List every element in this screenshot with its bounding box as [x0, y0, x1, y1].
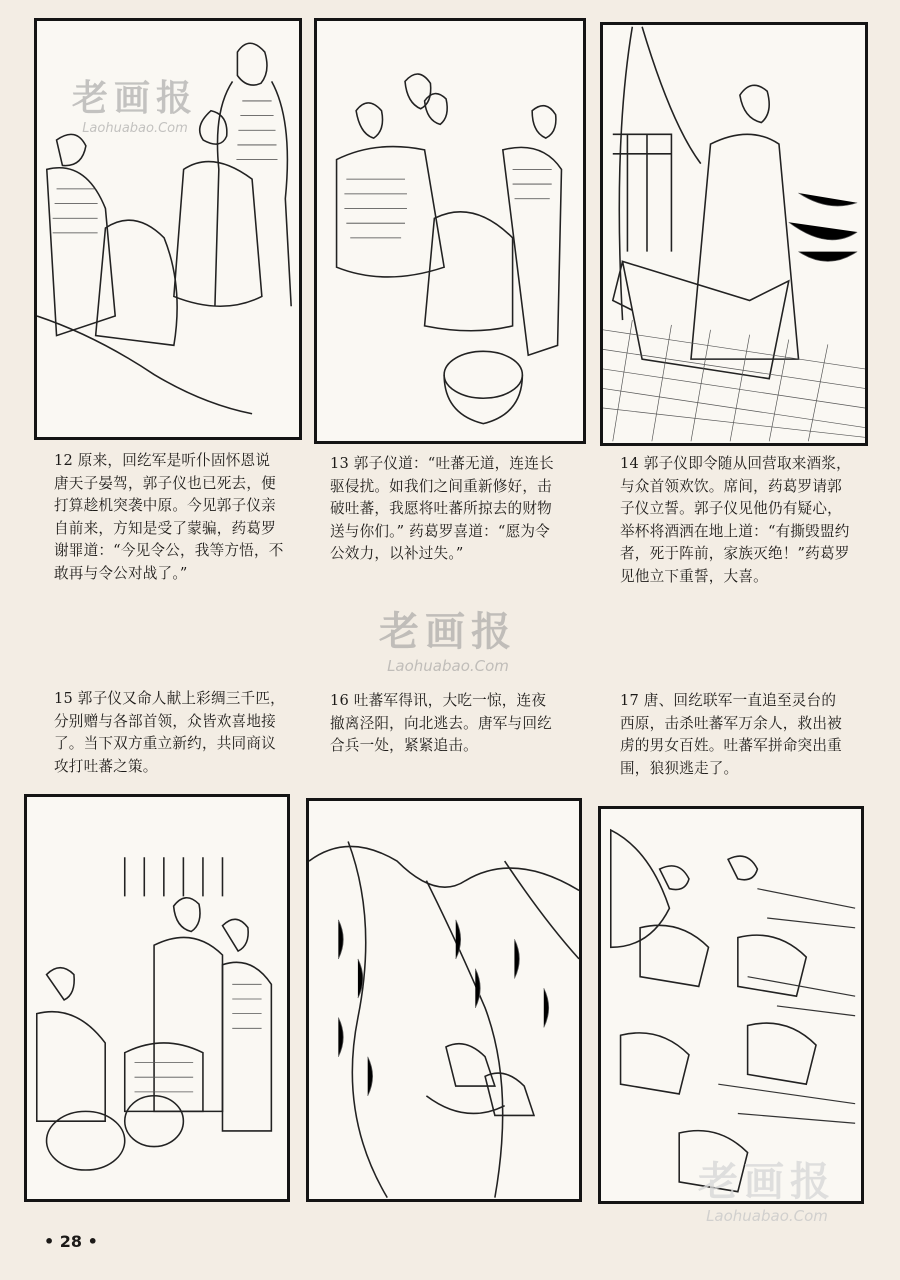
watermark-logo-text: 老画报 [698, 1159, 836, 1205]
panel-15-illustration [24, 794, 290, 1202]
page-number: • 28 • [44, 1232, 98, 1251]
panel-16-illustration [306, 798, 582, 1202]
panel-16-drawing [309, 801, 579, 1199]
watermark-center [358, 600, 538, 675]
caption-panel-15: 15 郭子仪又命人献上彩绸三千匹， 分别赠与各部首领，众皆欢喜地接 了。当下双方重立新约，共同商议 攻打吐蕃之策。 [54, 690, 285, 775]
caption-panel-12: 12 原来，回纥军是听仆固怀恩说 唐天子晏驾，郭子仪也已死去，便 打算趁机突袭中原。今见郭子仪亲 自前来，方知是受了蒙骗，药葛罗 谢罪道：“今见令公，我等方悟，不 敢再与令公对战了。” [54, 452, 284, 582]
caption-panel-17: 17 唐、回纥联军一直追至灵台的 西原，击杀吐蕃军万余人，救出被 虏的男女百姓。吐蕃军拼命突出重 围，狼狈逃走了。 [620, 692, 842, 777]
watermark-site-text: Laohuabao.Com [387, 657, 509, 675]
panel-13-illustration [314, 18, 586, 444]
panel-15-drawing [27, 797, 287, 1199]
panel-14-drawing [603, 25, 865, 443]
watermark-logo-text: 老画报 [379, 609, 517, 655]
panel-17-drawing [601, 809, 861, 1201]
watermark-bottom-right [672, 1150, 862, 1225]
panel-14-illustration [600, 22, 868, 446]
watermark-site-text: Laohuabao.Com [706, 1207, 828, 1225]
caption-panel-14: 14 郭子仪即令随从回营取来酒浆， 与众首领欢饮。席间，药葛罗请郭 子仪立誓。郭子仪见他仍有疑心， 举杯将酒洒在地上道：“有撕毁盟约 者，死于阵前，家族灭绝！”药葛罗 见他立下重誓，大喜。 [620, 455, 851, 585]
panel-13-drawing [317, 21, 583, 441]
caption-panel-16: 16 吐蕃军得讯，大吃一惊，连夜 撤离泾阳，向北逃去。唐军与回纥 合兵一处，紧紧追击。 [330, 692, 552, 754]
watermark-logo-text: 老画报 [71, 78, 198, 119]
panel-17-illustration [598, 806, 864, 1204]
caption-panel-13: 13 郭子仪道：“吐蕃无道，连连长 驱侵扰。如我们之间重新修好，击 破吐蕃，我愿将吐蕃所掠去的财物 送与你们。” 药葛罗喜道：“愿为令 公效力，以补过失。” [330, 455, 554, 562]
watermark-site-text: Laohuabao.Com [82, 121, 188, 136]
watermark-top-left [50, 70, 220, 136]
